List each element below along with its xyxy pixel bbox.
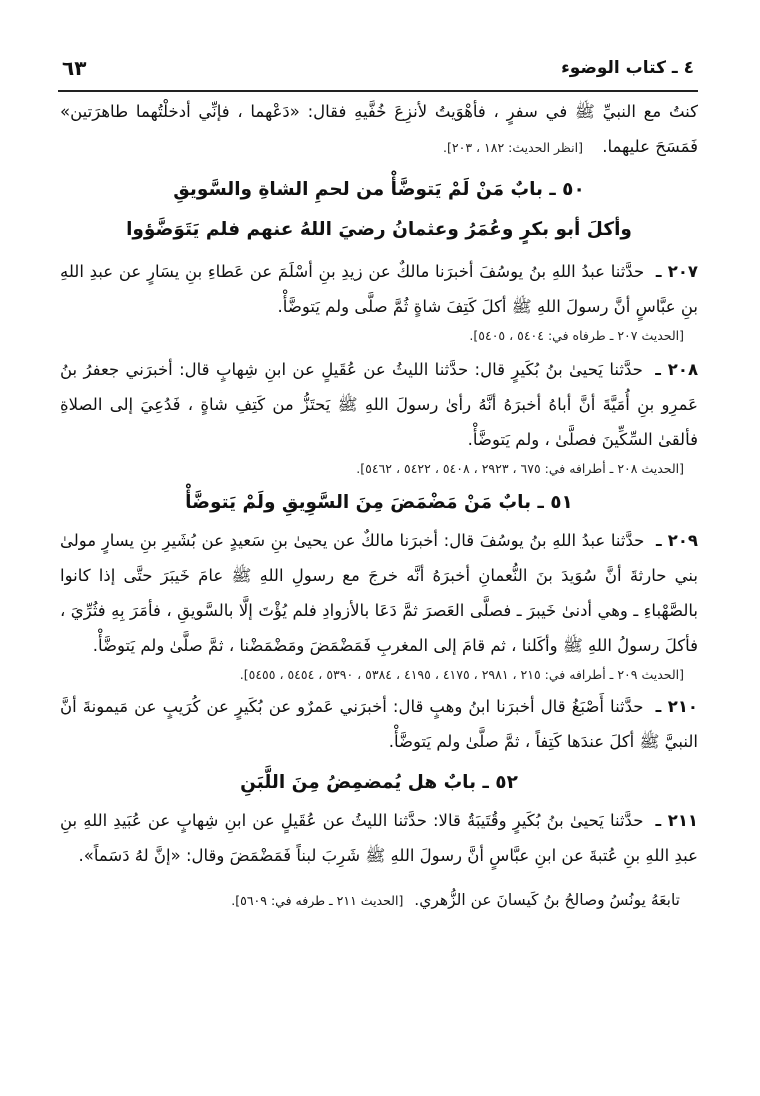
running-title: ٤ ـ كتاب الوضوء [561, 58, 694, 78]
hadith-207-reference: [الحديث ٢٠٧ ـ طرفاه في: ٥٤٠٤ ، ٥٤٠٥]. [469, 328, 684, 343]
hadith-207 [60, 254, 698, 324]
hadith-text: حدَّثنا يَحيىٰ بنُ بُكَيرٍ قال: حدَّثنا الليثُ عن عُقَيلٍ عن ابنِ شِهابٍ قال: أخبرَني جعفرُ بنُ عَمرِو بنِ أُمَيَّةَ أنَّ أباهُ أخبرَهُ أنَّهُ رأىٰ رسولَ اللهِ ﷺ يَحتَزُّ من كَتِفِ شاةٍ ، فَدُعِيَ إلى الصلاةِ فألقىٰ السِّكِّينَ فصلَّىٰ ، ولم يَتوضَّأْ. [60, 360, 698, 449]
page-number: ٦٣ [62, 56, 87, 80]
page-content [60, 94, 698, 916]
hadith-209 [60, 523, 698, 663]
hadith-number: ٢٠٧ ـ [655, 262, 698, 281]
chapter-52-title: ٥٢ ـ بابٌ هل يُمضمِضُ مِنَ اللَّبَنِ [240, 772, 518, 793]
hadith-210 [60, 689, 698, 759]
mutaba-note [60, 885, 680, 916]
hadith-text: حدَّثنا أَصْبَغُ قال أخبرَنا ابنُ وهبٍ قال: أخبرَني عَمرٌو عن بُكَيرٍ عن كُرَيبٍ عن مَيمونةَ أنَّ النبيَّ ﷺ أكلَ عندَها كَتِفاً ، ثمَّ صلَّىٰ ولم يَتوضَّأْ. [60, 697, 698, 751]
page-header [58, 56, 698, 92]
chapter-51-title: ٥١ ـ بابٌ مَنْ مَضْمَضَ مِنَ السَّوِيقِ ولَمْ يَتوضَّأْ [185, 492, 573, 513]
chapter-heading-51 [60, 483, 698, 523]
chapter-heading-52 [60, 763, 698, 803]
hadith-number: ٢١٠ ـ [655, 697, 698, 716]
mutaba-text: تابعَهُ يونُسُ وصالحُ بنُ كَيسانَ عن الزُّهري. [414, 891, 680, 909]
hadith-208-reference: [الحديث ٢٠٨ ـ أطرافه في: ٦٧٥ ، ٢٩٢٣ ، ٥٤٠٨ ، ٥٤٢٢ ، ٥٤٦٢]. [356, 461, 684, 476]
hadith-text: حدَّثنا عبدُ اللهِ بنُ يوسُفَ قال: أخبرَنا مالكٌ عن يحيىٰ بنِ سَعيدٍ عن بُشَيرِ بنِ يسارٍ مولىٰ بني حارثةَ أنَّ سُوَيدَ بنَ النُّعمانِ أخبرَهُ أنَّه خرجَ مع رسولِ اللهِ ﷺ عامَ خَيبَرَ حتَّى إذا كانوا بالصَّهْباءِ ـ وهي أدنىٰ خَيبرَ ـ فصلَّى العَصرَ ثمَّ دَعَا بالأزوادِ فلم يُؤْتَ إلَّا بالسَّويقِ ، فأمَرَ بِهِ فثُرِّيَ ، فأكلَ رسولُ اللهِ ﷺ وأكَلنا ، ثم قامَ إلى المغربِ فَمَضْمَضَ ومَضْمَضْنا ، ثمَّ صلَّىٰ ولم يَتوضَّأْ. [60, 531, 698, 655]
hadith-208 [60, 352, 698, 457]
chapter-50-subtitle: وأكلَ أبو بكرٍ وعُمَرُ وعثمانُ رضيَ اللهُ عنهم فلم يَتَوَضَّؤوا [126, 219, 632, 240]
chapter-heading-50 [60, 170, 698, 250]
hadith-number: ٢١١ ـ [655, 811, 698, 830]
hadith-number: ٢٠٩ ـ [655, 531, 698, 550]
hadith-text: حدَّثنا يَحيىٰ بنُ بُكَيرٍ وقُتَيبَةُ قالا: حدَّثنا الليثُ عن عُقَيلٍ عن ابنِ شِهابٍ عن عُبَيدِ اللهِ بنِ عبدِ اللهِ بنِ عُتبةَ عن ابنِ عبَّاسٍ أنَّ رسولَ اللهِ ﷺ شَرِبَ لبناً فَمَضْمَضَ وقال: «إنَّ لهُ دَسَماً». [60, 811, 698, 865]
intro-reference: [انظر الحديث: ١٨٢ ، ٢٠٣]. [443, 140, 583, 155]
hadith-209-reference: [الحديث ٢٠٩ ـ أطرافه في: ٢١٥ ، ٢٩٨١ ، ٤١٧٥ ، ٤١٩٥ ، ٥٣٨٤ ، ٥٣٩٠ ، ٥٤٥٤ ، ٥٤٥٥]. [239, 667, 684, 682]
intro-continuation [60, 94, 698, 164]
chapter-50-title: ٥٠ ـ بابٌ مَنْ لَمْ يَتوضَّأْ من لحمِ الشاةِ والسَّويقِ [173, 179, 585, 200]
mutaba-reference: [الحديث ٢١١ ـ طرفه في: ٥٦٠٩]. [231, 893, 404, 908]
hadith-text: حدَّثنا عبدُ اللهِ بنُ يوسُفَ أخبرَنا مالكٌ عن زيدِ بنِ أسْلَمَ عن عَطاءِ بنِ يسَارٍ عن عبدِ اللهِ بنِ عبَّاسٍ أنَّ رسولَ اللهِ ﷺ أكلَ كَتِفَ شاةٍ ثُمَّ صلَّى ولم يَتوضَّأْ. [60, 262, 698, 316]
hadith-211 [60, 803, 698, 873]
intro-text: كنتُ مع النبيِّ ﷺ في سفرٍ ، فأهْوَيتُ لأنزِعَ خُفَّيهِ فقال: «دَعْهما ، فإنِّي أدخلْتُهما طاهرَتين» فَمَسَحَ عليهما. [60, 102, 698, 156]
hadith-number: ٢٠٨ ـ [655, 360, 699, 379]
